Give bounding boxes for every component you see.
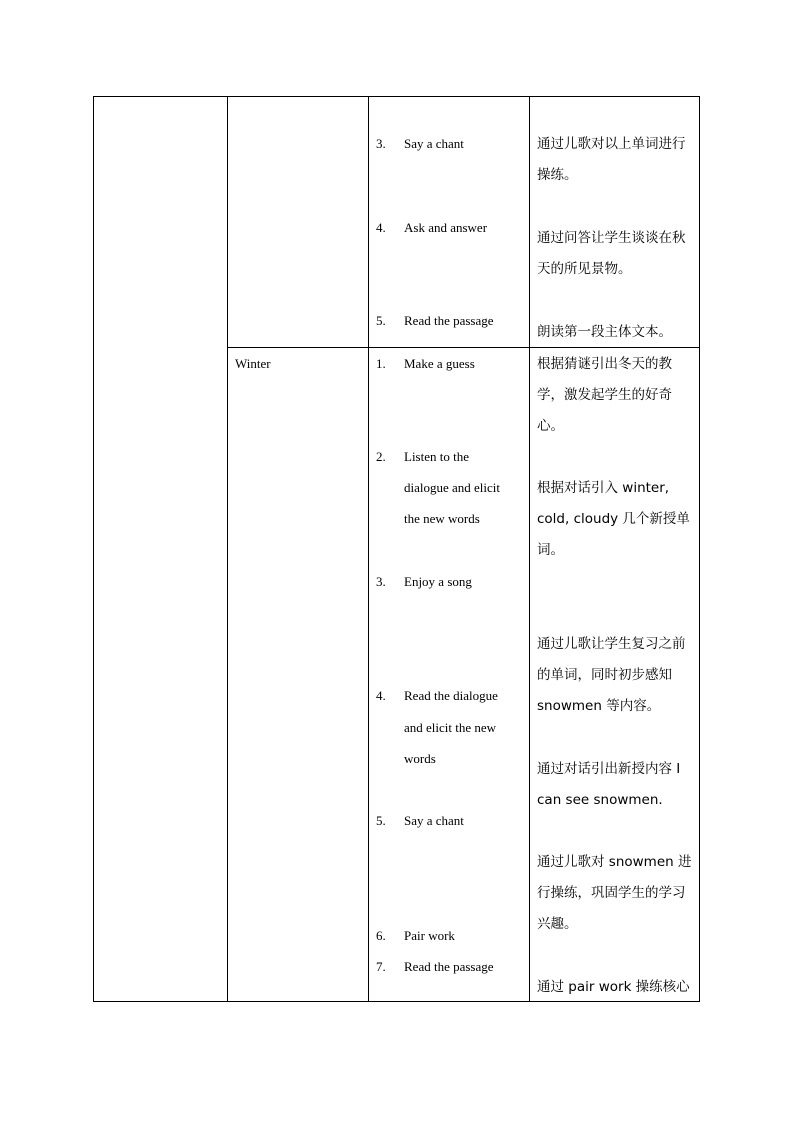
step-number: 6. bbox=[376, 928, 386, 943]
column-divider-3 bbox=[529, 97, 530, 1001]
purpose-text: 通过儿歌让学生复习之前 bbox=[537, 636, 686, 652]
step-number: 5. bbox=[376, 313, 386, 328]
purpose-text: cold, cloudy 几个新授单 bbox=[537, 511, 690, 527]
column-divider-2 bbox=[368, 97, 369, 1001]
step-number: 1. bbox=[376, 356, 386, 371]
step-number: 4. bbox=[376, 220, 386, 235]
purpose-text: 行操练，巩固学生的学习 bbox=[537, 885, 686, 901]
purpose-text: 通过 pair work 操练核心 bbox=[537, 979, 690, 995]
step-text: Ask and answer bbox=[404, 220, 488, 235]
purpose-text: 通过儿歌对 snowmen 进 bbox=[537, 854, 692, 870]
purpose-text: 通过对话引出新授内容 I bbox=[537, 761, 681, 777]
purpose-text: 朗读第一段主体文本。 bbox=[537, 324, 672, 340]
purpose-text: 心。 bbox=[537, 418, 564, 434]
step-text: Listen to the bbox=[404, 449, 469, 464]
purpose-text: 根据猜谜引出冬天的教 bbox=[537, 356, 672, 372]
step-text: dialogue and elicit bbox=[404, 480, 501, 495]
step-text: and elicit the new bbox=[404, 720, 497, 735]
step-number: 7. bbox=[376, 959, 386, 974]
step-text: Pair work bbox=[404, 928, 455, 943]
step-text: words bbox=[404, 751, 436, 766]
step-text: the new words bbox=[404, 511, 480, 526]
purpose-text: 通过儿歌对以上单词进行 bbox=[537, 136, 686, 152]
purpose-text: 根据对话引入 winter, bbox=[537, 480, 670, 496]
step-number: 5. bbox=[376, 813, 386, 828]
step-number: 3. bbox=[376, 574, 386, 589]
step-text: Enjoy a song bbox=[404, 574, 472, 589]
season-label: Winter bbox=[235, 356, 271, 371]
purpose-text: can see snowmen. bbox=[537, 792, 663, 808]
step-number: 2. bbox=[376, 449, 386, 464]
step-text: Make a guess bbox=[404, 356, 475, 371]
step-text: Read the passage bbox=[404, 959, 494, 974]
column-divider-1 bbox=[227, 97, 228, 1001]
purpose-text: 操练。 bbox=[537, 167, 578, 183]
purpose-text: 兴趣。 bbox=[537, 916, 578, 932]
purpose-text: 通过问答让学生谈谈在秋 bbox=[537, 230, 686, 246]
purpose-text: 学，激发起学生的好奇 bbox=[537, 387, 672, 403]
step-text: Read the passage bbox=[404, 313, 494, 328]
purpose-text: 词。 bbox=[537, 542, 564, 558]
step-text: Read the dialogue bbox=[404, 688, 498, 703]
purpose-text: 的单词，同时初步感知 bbox=[537, 667, 672, 683]
purpose-text: snowmen 等内容。 bbox=[537, 698, 661, 714]
purpose-text: 天的所见景物。 bbox=[537, 261, 632, 277]
step-number: 3. bbox=[376, 136, 386, 151]
row-divider bbox=[227, 347, 699, 348]
step-number: 4. bbox=[376, 688, 386, 703]
step-text: Say a chant bbox=[404, 136, 464, 151]
step-text: Say a chant bbox=[404, 813, 464, 828]
